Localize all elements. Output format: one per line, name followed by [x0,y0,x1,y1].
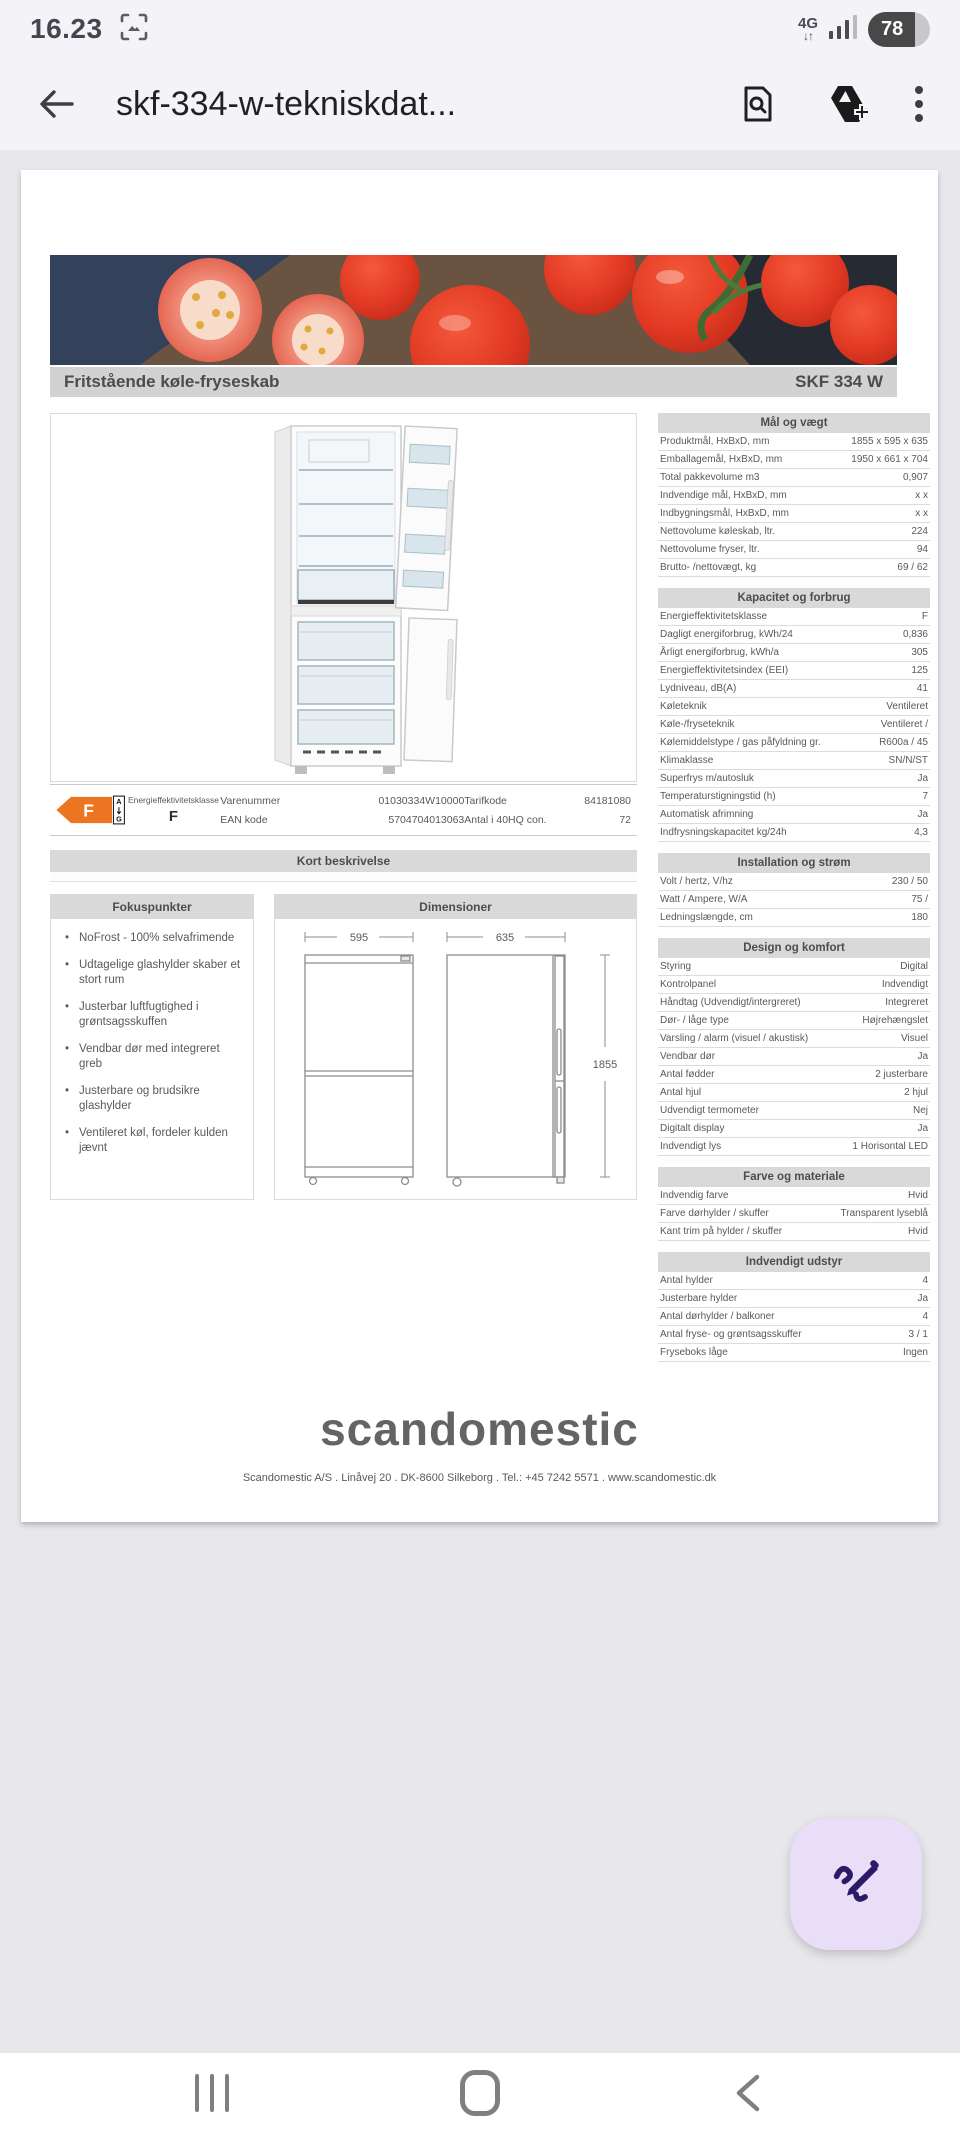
network-type-indicator: 4G ↓↑ [797,15,818,43]
spec-label: Dør- / låge type [660,1015,729,1026]
spec-value: x x [915,508,928,519]
spec-row [658,1205,930,1223]
spec-row [658,433,930,451]
spec-row [658,1272,930,1290]
spec-value: Ja [917,1051,928,1062]
spec-label: Antal hylder [660,1275,713,1286]
spec-row [658,469,930,487]
spec-label: Brutto- /nettovægt, kg [660,562,757,573]
spec-value: x x [915,490,928,501]
spec-value: 69 / 62 [897,562,928,573]
spec-value: 180 [911,912,928,923]
spec-label: Årligt energiforbrug, kWh/a [660,647,779,658]
spec-value: Ja [917,1123,928,1134]
spec-row [658,1187,930,1205]
svg-text:595: 595 [349,932,369,944]
spec-value: 1855 x 595 x 635 [851,436,928,447]
spec-row [658,523,930,541]
product-codes: Varenummer 01030334W10000 Tarifkode 84181080 EAN kode 5704704013063 Antal i 40HQ con. 72 [220,794,631,826]
spec-row [658,1223,930,1241]
spec-row [658,559,930,577]
dimensions-section [274,894,637,1200]
spec-value: F [921,611,928,622]
back-nav-button[interactable] [721,2063,775,2123]
fridge-product-image [179,418,509,778]
spec-label: Kant trim på hylder / skuffer [660,1226,783,1237]
spec-value: Nej [912,1105,928,1116]
short-description-section [50,850,637,882]
spec-value: 7 [922,791,928,802]
spec-table [658,938,930,1156]
spec-row [658,698,930,716]
spec-row [658,608,930,626]
spec-value: Hvid [907,1226,928,1237]
signal-strength-icon [828,13,858,46]
spec-label: Nettovolume køleskab, ltr. [660,526,776,537]
dimensions-header: Dimensioner [275,895,636,919]
pdf-viewer-toolbar [0,58,960,150]
spec-label: Temperaturstigningstid (h) [660,791,776,802]
back-chevron-icon [731,2073,765,2113]
energy-and-codes-row [50,784,637,836]
spec-label: Energieffektivitetsklasse [660,611,768,622]
spec-row [658,626,930,644]
spec-label: Dagligt energiforbrug, kWh/24 [660,629,793,640]
short-description-body [50,872,637,882]
spec-label: Total pakkevolume m3 [660,472,760,483]
spec-value: Ja [917,773,928,784]
spec-value: 4 [922,1275,928,1286]
spec-label: Produktmål, HxBxD, mm [660,436,770,447]
spec-label: Emballagemål, HxBxD, mm [660,454,783,465]
focus-point-item: • Justerbare og brudsikre glashylder [63,1084,243,1115]
spec-table [658,413,930,577]
document-title: skf-334-w-tekniskdat... [116,84,457,123]
brand-logo: scandomestic [320,1403,639,1455]
recents-icon [195,2074,229,2112]
spec-table [658,853,930,927]
spec-label: Farve dørhylder / skuffer [660,1208,769,1219]
spec-label: Kølemiddelstype / gas påfyldning gr. [660,737,821,748]
focus-points-section [50,894,254,1200]
spec-label: Indvendige mål, HxBxD, mm [660,490,787,501]
battery-indicator: 78 [868,12,930,47]
spec-label: Styring [660,961,692,972]
spec-value: 2 hjul [904,1087,928,1098]
spec-value: 224 [911,526,928,537]
spec-value: Ja [917,1293,928,1304]
spec-row [658,788,930,806]
spec-value: Ja [917,809,928,820]
spec-value: 2 justerbare [875,1069,928,1080]
focus-point-item: • Vendbar dør med integreret greb [63,1042,243,1073]
data-arrows-icon: ↓↑ [802,29,813,43]
pdf-scroll-area[interactable] [0,150,960,2053]
spec-table-title: Farve og materiale [658,1167,930,1187]
spec-label: Indvendig farve [660,1190,729,1201]
energy-label-badge [52,788,127,832]
svg-text:A: A [116,797,122,807]
find-in-page-button[interactable] [728,74,788,134]
spec-label: Justerbare hylder [660,1293,738,1304]
focus-point-item: • Justerbar luftfugtighed i grøntsagsskuffen [63,1000,243,1031]
spec-value: Hvid [907,1190,928,1201]
spec-row [658,1344,930,1362]
navigation-bar [0,2053,960,2133]
spec-row [658,487,930,505]
spec-value: Indvendigt [881,979,928,990]
spec-value: SN/N/ST [888,755,928,766]
spec-row [658,680,930,698]
spec-table-title: Kapacitet og forbrug [658,588,930,608]
stylus-note-icon [825,1853,887,1915]
spec-value: 41 [916,683,928,694]
spec-table-title: Mål og vægt [658,413,930,433]
svg-text:1855: 1855 [592,1059,618,1071]
spec-value: 0,907 [902,472,928,483]
spec-row [658,541,930,559]
spec-table [658,1167,930,1241]
spec-label: Klimaklasse [660,755,714,766]
spec-row [658,1138,930,1156]
spec-row [658,824,930,842]
spec-row [658,734,930,752]
energy-class-value: F [168,808,179,825]
spec-label: Antal hjul [660,1087,702,1098]
spec-tables [658,413,930,1373]
spec-row [658,1308,930,1326]
spec-row [658,1012,930,1030]
status-indicators [798,12,930,47]
spec-table-title: Installation og strøm [658,853,930,873]
status-bar [0,0,960,58]
spec-row [658,716,930,734]
spec-label: Antal fryse- og grøntsagsskuffer [660,1329,802,1340]
annotate-fab[interactable] [790,1818,922,1950]
energy-class-label: Energieffektivitetsklasse [127,795,219,805]
spec-row [658,505,930,523]
spec-label: Kontrolpanel [660,979,717,990]
spec-label: Ledningslængde, cm [660,912,753,923]
spec-row [658,1030,930,1048]
spec-table-title: Indvendigt udstyr [658,1252,930,1272]
overflow-menu-button[interactable] [904,74,934,134]
svg-text:G: G [116,814,122,824]
spec-label: Fryseboks låge [660,1347,728,1358]
spec-row [658,1102,930,1120]
spec-row [658,1120,930,1138]
spec-value: 1 Horisontal LED [852,1141,928,1152]
spec-table-title: Design og komfort [658,938,930,958]
spec-label: Volt / hertz, V/hz [660,876,733,887]
spec-row [658,1326,930,1344]
spec-label: Udvendigt termometer [660,1105,759,1116]
spec-value: Ventileret / [880,719,928,730]
spec-label: Varsling / alarm (visuel / akustisk) [660,1033,809,1044]
spec-value: Ingen [902,1347,928,1358]
spec-row [658,806,930,824]
spec-value: 3 / 1 [908,1329,928,1340]
home-button[interactable] [450,2060,510,2126]
spec-value: Integreret [885,997,928,1008]
spec-label: Watt / Ampere, W/A [660,894,748,905]
spec-row [658,451,930,469]
svg-text:635: 635 [495,932,515,944]
clock: 16.23 [30,13,103,44]
spec-value: Højrehængslet [862,1015,928,1026]
spec-row [658,752,930,770]
screenshot-icon [119,12,149,47]
focus-point-item: • Ventileret køl, fordeler kulden jævnt [63,1126,243,1157]
spec-label: Håndtag (Udvendigt/intergreret) [660,997,801,1008]
spec-value: 4 [922,1311,928,1322]
spec-value: 0,836 [902,629,928,640]
spec-row [658,976,930,994]
spec-value: 305 [911,647,928,658]
short-description-header: Kort beskrivelse [50,850,637,872]
banner-tomatoes-image [50,255,897,365]
spec-label: Antal dørhylder / balkoner [660,1311,775,1322]
spec-label: Indfrysningskapacitet kg/24h [660,827,787,838]
spec-value: Digital [900,961,928,972]
spec-value: 125 [911,665,928,676]
home-icon [460,2070,500,2116]
spec-label: Køleteknik [660,701,707,712]
focus-point-item: • Udtagelige glashylder skaber et stort rum [63,958,243,989]
product-type-title: Fritstående køle-fryseskab [64,372,280,391]
spec-label: Køle-/fryseteknik [660,719,735,730]
spec-value: Transparent lyseblå [840,1208,928,1219]
spec-value: Visuel [900,1033,928,1044]
spec-label: Digitalt display [660,1123,725,1134]
spec-table [658,588,930,842]
spec-label: Automatisk afrimning [660,809,754,820]
spec-table [658,1252,930,1362]
pdf-page [21,170,938,1522]
spec-row [658,662,930,680]
focus-points-header: Fokuspunkter [51,895,253,919]
spec-row [658,873,930,891]
spec-value: 4,3 [914,827,928,838]
recents-button[interactable] [185,2064,239,2122]
spec-value: 94 [916,544,928,555]
spec-label: Vendbar dør [660,1051,716,1062]
spec-value: 230 / 50 [891,876,928,887]
spec-row [658,1290,930,1308]
spec-row [658,1066,930,1084]
spec-value: 1950 x 661 x 704 [851,454,928,465]
spec-row [658,644,930,662]
spec-label: Superfrys m/autosluk [660,773,754,784]
model-number: SKF 334 W [795,372,883,391]
spec-row [658,958,930,976]
spec-row [658,909,930,927]
spec-row [658,891,930,909]
spec-label: Indvendigt lys [660,1141,722,1152]
back-button[interactable] [26,74,86,134]
spec-label: Nettovolume fryser, ltr. [660,544,760,555]
spec-value: Ventileret [886,701,928,712]
svg-text:F: F [83,800,94,821]
spec-row [658,1048,930,1066]
spec-label: Indbygningsmål, HxBxD, mm [660,508,789,519]
spec-value: 75 / [911,894,928,905]
dimensions-diagram [275,919,636,1197]
company-address: Scandomestic A/S . Linåvej 20 . DK-8600 Silkeborg . Tel.: +45 7242 5571 . www.scandomestic.dk [242,1472,717,1484]
spec-label: Energieffektivitetsindex (EEI) [660,665,789,676]
spec-label: Antal fødder [660,1069,715,1080]
spec-value: R600a / 45 [879,737,928,748]
focus-points-list [51,919,253,1157]
document-header [50,367,897,397]
spec-row [658,1084,930,1102]
spec-row [658,770,930,788]
spec-row [658,994,930,1012]
focus-point-item: • NoFrost - 100% selvafrimende [63,931,243,947]
product-photo-frame [50,413,637,782]
add-to-drive-button[interactable] [814,74,878,134]
spec-label: Lydniveau, dB(A) [660,683,737,694]
